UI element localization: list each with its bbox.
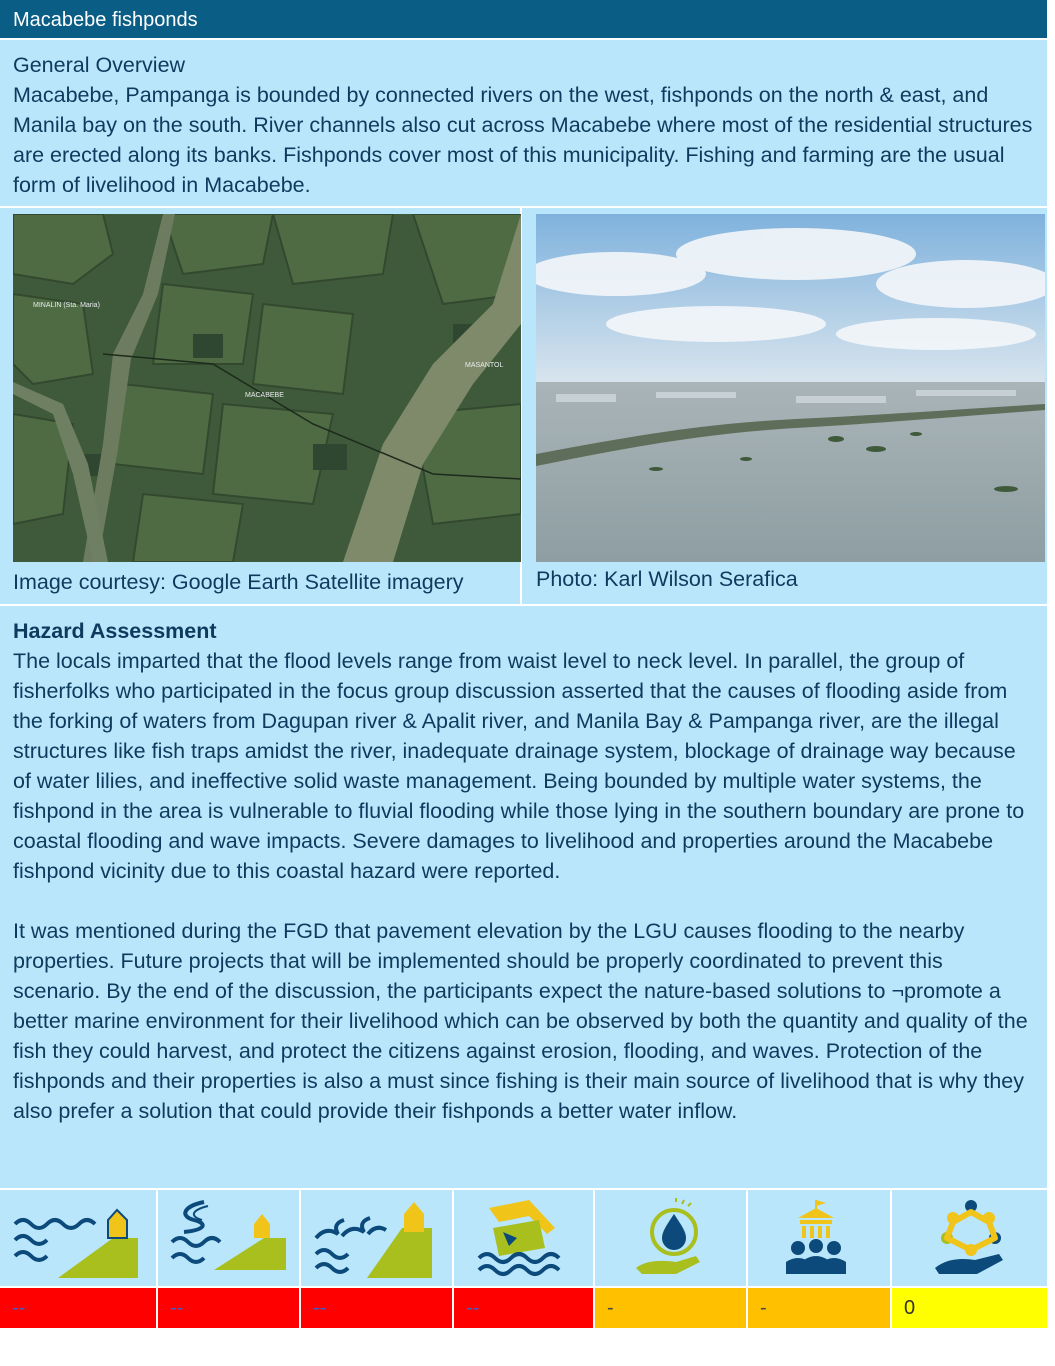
criterion-cell-4 (454, 1190, 595, 1286)
criteria-icon-row (0, 1190, 1047, 1286)
flood-photo-graphic (536, 214, 1045, 562)
criterion-cell-1 (0, 1190, 158, 1286)
flood-photo-cell (524, 208, 1047, 606)
riverine-flooding-icon (164, 1198, 294, 1278)
satellite-image (13, 214, 521, 562)
satellite-map-graphic (13, 214, 521, 562)
rating-cell-7: 0 (892, 1288, 1047, 1328)
hazard-assessment-section (0, 606, 1047, 1190)
water-resource-icon (606, 1198, 736, 1278)
overview-body: Macabebe, Pampanga is bounded by connected rivers on the west, fishponds on the north & east, and Manila bay on the south. River channels also cut across Macabebe where most of the residential structures are erected along its banks. Fishponds cover most of this municipality. Fishing and farming are the usual form of livelihood in Macabebe. (13, 83, 1033, 197)
criterion-cell-5 (595, 1190, 748, 1286)
page-title: Macabebe fishponds (0, 0, 1047, 40)
rating-cell-4: -- (454, 1288, 595, 1328)
flood-photo (536, 214, 1045, 562)
wave-erosion-icon (312, 1198, 442, 1278)
rating-cell-1: -- (0, 1288, 158, 1328)
rating-cell-2: -- (158, 1288, 301, 1328)
rating-cell-6: - (748, 1288, 892, 1328)
criterion-cell-7 (892, 1190, 1047, 1286)
social-inclusion-icon (905, 1198, 1035, 1278)
general-overview-section (0, 40, 1047, 208)
criteria-rating-row (0, 1286, 1047, 1328)
criterion-cell-6 (748, 1190, 892, 1286)
flood-photo-caption: Photo: Karl Wilson Serafica (536, 567, 798, 591)
rating-cell-5: - (595, 1288, 748, 1328)
satellite-image-caption: Image courtesy: Google Earth Satellite imagery (13, 570, 464, 594)
hazard-heading: Hazard Assessment (13, 619, 217, 643)
criterion-cell-2 (158, 1190, 301, 1286)
overview-heading: General Overview (13, 53, 186, 77)
map-label-masantol: MASANTOL (465, 362, 504, 369)
governance-community-icon (754, 1198, 884, 1278)
map-label-macabebe: MACABEBE (245, 392, 284, 399)
satellite-image-cell (0, 208, 522, 606)
criterion-cell-3 (301, 1190, 454, 1286)
flood-damage-icon (459, 1198, 589, 1278)
hazard-paragraph-1: The locals imparted that the flood levels range from waist level to neck level. In parallel, the group of fisherfolks who participated in the focus group discussion asserted that the causes of flooding aside from the forking of waters from Dagupan river & Apalit river, and Manila Bay & Pampanga river, are the illegal structures like fish traps amidst the river, inadequate drainage system, blockage of drainage way because of water lilies, and ineffective solid waste management. Being bounded by multiple water systems, the fishpond in the area is vulnerable to fluvial flooding while those lying in the southern boundary are prone to coastal flooding and wave impacts. Severe damages to livelihood and properties around the Macabebe fishpond vicinity due to this coastal hazard were reported. (13, 649, 1025, 883)
images-section (0, 208, 1047, 606)
hazard-paragraph-2: It was mentioned during the FGD that pavement elevation by the LGU causes flooding to the nearby properties. Future projects that will be implemented should be properly coordinated to prevent this scenario. By the end of the discussion, the participants expect the nature-based solutions to ¬promote a better marine environment for their livelihood which can be observed by both the quantity and quality of the fish they could harvest, and protect the citizens against erosion, flooding, and waves. Protection of the fishponds and their properties is also a must since fishing is their main source of livelihood that is why they also prefer a solution that could provide their fishponds a better water inflow. (13, 919, 1028, 1123)
map-label-minalin: MINALIN (Sta. Maria) (33, 302, 100, 309)
rating-cell-3: -- (301, 1288, 454, 1328)
coastal-flooding-icon (13, 1198, 143, 1278)
